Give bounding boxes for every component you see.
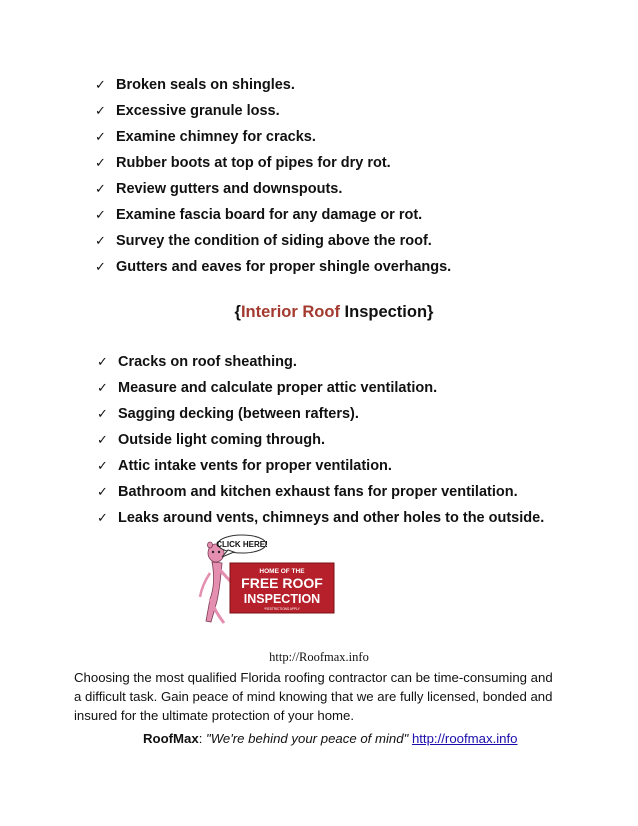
checklist-item-text: Sagging decking (between rafters). [118, 406, 359, 422]
checklist-item-text: Attic intake vents for proper ventilation. [118, 458, 392, 474]
site-url: http://Roofmax.info [269, 650, 369, 664]
checklist-item-text: Gutters and eaves for proper shingle overhangs. [116, 259, 452, 275]
checkmark-icon: ✓ [95, 233, 106, 248]
checkmark-icon: ✓ [95, 181, 106, 196]
banner-fine-print: *RESTRICTIONS APPLY [264, 607, 300, 611]
checkmark-icon: ✓ [97, 354, 108, 369]
checklist-item-text: Review gutters and downspouts. [116, 181, 343, 197]
checkmark-icon: ✓ [97, 432, 108, 447]
checkmark-icon: ✓ [95, 103, 106, 118]
tagline-brand: RoofMax [143, 731, 199, 746]
checkmark-icon: ✓ [95, 129, 106, 144]
tagline-quote: "We're behind your peace of mind" [206, 731, 409, 746]
checklist-item-text: Cracks on roof sheathing. [118, 354, 297, 370]
checkmark-icon: ✓ [95, 259, 106, 274]
checkmark-icon: ✓ [97, 510, 108, 525]
checklist-item-text: Leaks around vents, chimneys and other holes to the outside. [118, 510, 545, 526]
banner-line1: HOME OF THE [259, 568, 305, 575]
tagline-link[interactable]: http://roofmax.info [411, 731, 518, 746]
banner-line3: INSPECTION [243, 592, 321, 606]
free-roof-inspection-banner[interactable] [196, 533, 336, 629]
tagline-separator: : [198, 731, 207, 746]
checklist-item-text: Examine fascia board for any damage or rot. [116, 207, 423, 223]
checklist-item-text: Examine chimney for cracks. [116, 129, 316, 145]
checkmark-icon: ✓ [97, 380, 108, 395]
tagline [143, 731, 518, 746]
checklist-item-text: Broken seals on shingles. [116, 77, 295, 93]
click-here-text: CLICK HERE! [216, 540, 268, 549]
checkmark-icon: ✓ [95, 207, 106, 222]
checklist-item-text: Measure and calculate proper attic ventilation. [118, 380, 438, 396]
checkmark-icon: ✓ [95, 155, 106, 170]
checkmark-icon: ✓ [97, 458, 108, 473]
heading-open-brace: { [234, 303, 241, 321]
body-paragraph: Choosing the most qualified Florida roofing contractor can be time-consuming and a difficult task. Gain peace of mind knowing that we are fully licensed, bonded and insured for the ultimate protection of your home. [74, 670, 553, 723]
checklist-item-text: Bathroom and kitchen exhaust fans for proper ventilation. [118, 484, 518, 500]
heading-rest: Inspection} [339, 303, 434, 321]
checklist-item-text: Excessive granule loss. [116, 103, 280, 119]
checkmark-icon: ✓ [97, 406, 108, 421]
checklist-item-text: Rubber boots at top of pipes for dry rot. [116, 155, 391, 171]
checklist-item-text: Outside light coming through. [118, 432, 326, 448]
heading-accent: Interior Roof [240, 303, 340, 321]
checkmark-icon: ✓ [95, 77, 106, 92]
checkmark-icon: ✓ [97, 484, 108, 499]
checklist-item-text: Survey the condition of siding above the roof. [116, 233, 432, 249]
section-heading [0, 303, 638, 322]
banner-line2: FREE ROOF [241, 575, 323, 591]
